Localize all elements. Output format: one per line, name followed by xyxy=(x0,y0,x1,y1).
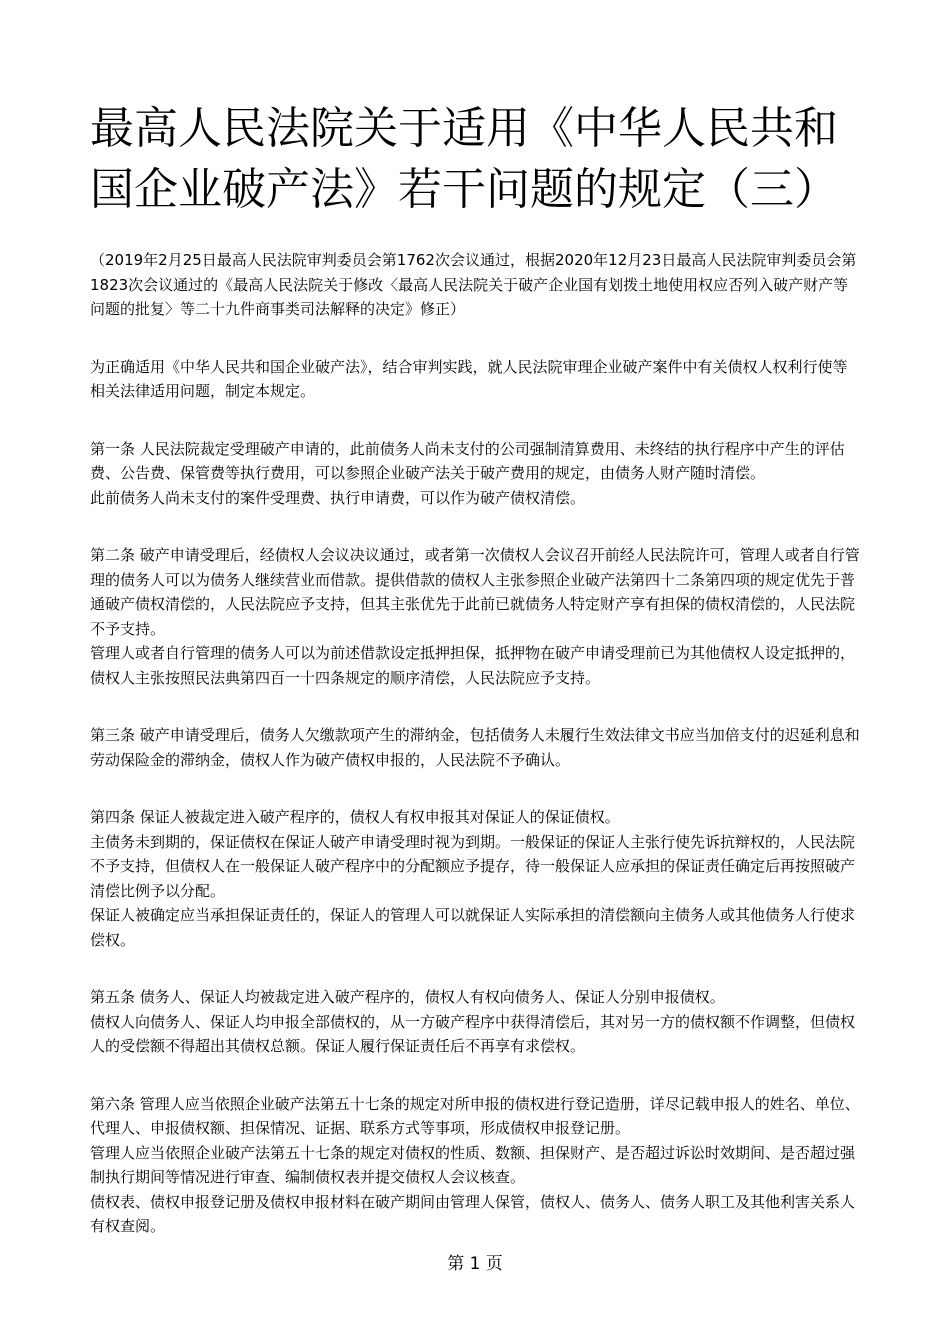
revision-note xyxy=(90,248,860,322)
article-paragraph: 债权表、债权申报登记册及债权申报材料在破产期间由管理人保管，债权人、债务人、债务人职工及其他利害关系人有权查阅。 xyxy=(90,1192,856,1235)
article-paragraph: 第二条 破产申请受理后，经债权人会议决议通过，或者第一次债权人会议召开前经人民法院许可，管理人或者自行管理的债务人可以为债务人继续营业而借款。提供借款的债权人主张参照企业破产法第四十二条第四项的规定优先于普通破产债权清偿的，人民法院应予支持，但其主张优先于此前已就债务人特定财产享有担保的债权清偿的，人民法院不予支持。 xyxy=(90,546,860,638)
article-paragraph: 第四条 保证人被裁定进入破产程序的，债权人有权申报其对保证人的保证债权。 xyxy=(90,808,620,826)
article-paragraph: 第五条 债务人、保证人均被裁定进入破产程序的，债权人有权向债务人、保证人分别申报债权。 xyxy=(90,988,725,1006)
article-6 xyxy=(90,1092,860,1239)
article-5 xyxy=(90,985,860,1059)
article-paragraph: 第三条 破产申请受理后，债务人欠缴款项产生的滞纳金，包括债务人未履行生效法律文书应当加倍支付的迟延利息和劳动保险金的滞纳金，债权人作为破产债权申报的，人民法院不予确认。 xyxy=(90,726,860,769)
article-paragraph: 债权人向债务人、保证人均申报全部债权的，从一方破产程序中获得清偿后，其对另一方的债权额不作调整，但债权人的受偿额不得超出其债权总额。保证人履行保证责任后不再享有求偿权。 xyxy=(90,1012,856,1055)
revision-note-text: （2019年2月25日最高人民法院审判委员会第1762次会议通过，根据2020年12月23日最高人民法院审判委员会第1823次会议通过的《最高人民法院关于修改〈最高人民法院关于破产企业国有划拨土地使用权应否列入破产财产等问题的批复〉等二十九件商事类司法解释的决定》修正） xyxy=(90,251,857,318)
document-title: 最高人民法院关于适用《中华人民共和国企业破产法》若干问题的规定（三） xyxy=(90,103,838,215)
article-paragraph: 保证人被确定应当承担保证责任的，保证人的管理人可以就保证人实际承担的清偿额向主债务人或其他债务人行使求偿权。 xyxy=(90,906,856,949)
article-4 xyxy=(90,805,860,952)
article-paragraph: 管理人或者自行管理的债务人可以为前述借款设定抵押担保，抵押物在破产申请受理前已为其他债权人设定抵押的，债权人主张按照民法典第四百一十四条规定的顺序清偿，人民法院应予支持。 xyxy=(90,644,856,687)
article-paragraph: 此前债务人尚未支付的案件受理费、执行申请费，可以作为破产债权清偿。 xyxy=(90,488,586,507)
page-number: 第 1 页 xyxy=(447,1254,503,1274)
preamble-text: 为正确适用《中华人民共和国企业破产法》，结合审判实践，就人民法院审理企业破产案件中有关债权人权利行使等相关法律适用问题，制定本规定。 xyxy=(90,357,848,400)
article-1 xyxy=(90,437,860,511)
article-paragraph: 主债务未到期的，保证债权在保证人破产申请受理时视为到期。一般保证的保证人主张行使先诉抗辩权的，人民法院不予支持，但债权人在一般保证人破产程序中的分配额应予提存，待一般保证人应承担的保证责任确定后再按照破产清偿比例予以分配。 xyxy=(90,832,856,900)
article-paragraph: 第六条 管理人应当依照企业破产法第五十七条的规定对所申报的债权进行登记造册，详尽记载申报人的姓名、单位、代理人、申报债权额、担保情况、证据、联系方式等事项，形成债权申报登记册。 xyxy=(90,1094,860,1137)
document-page xyxy=(90,98,860,1272)
article-paragraph: 第一条 人民法院裁定受理破产申请的，此前债务人尚未支付的公司强制清算费用、未终结的执行程序中产生的评估费、公告费、保管费等执行费用，可以参照企业破产法关于破产费用的规定，由债务人财产随时清偿。 xyxy=(90,439,845,482)
article-2 xyxy=(90,543,860,690)
article-3 xyxy=(90,723,860,772)
preamble xyxy=(90,355,860,404)
article-paragraph: 管理人应当依照企业破产法第五十七条的规定对债权的性质、数额、担保财产、是否超过诉讼时效期间、是否超过强制执行期间等情况进行审查、编制债权表并提交债权人会议核查。 xyxy=(90,1143,856,1186)
